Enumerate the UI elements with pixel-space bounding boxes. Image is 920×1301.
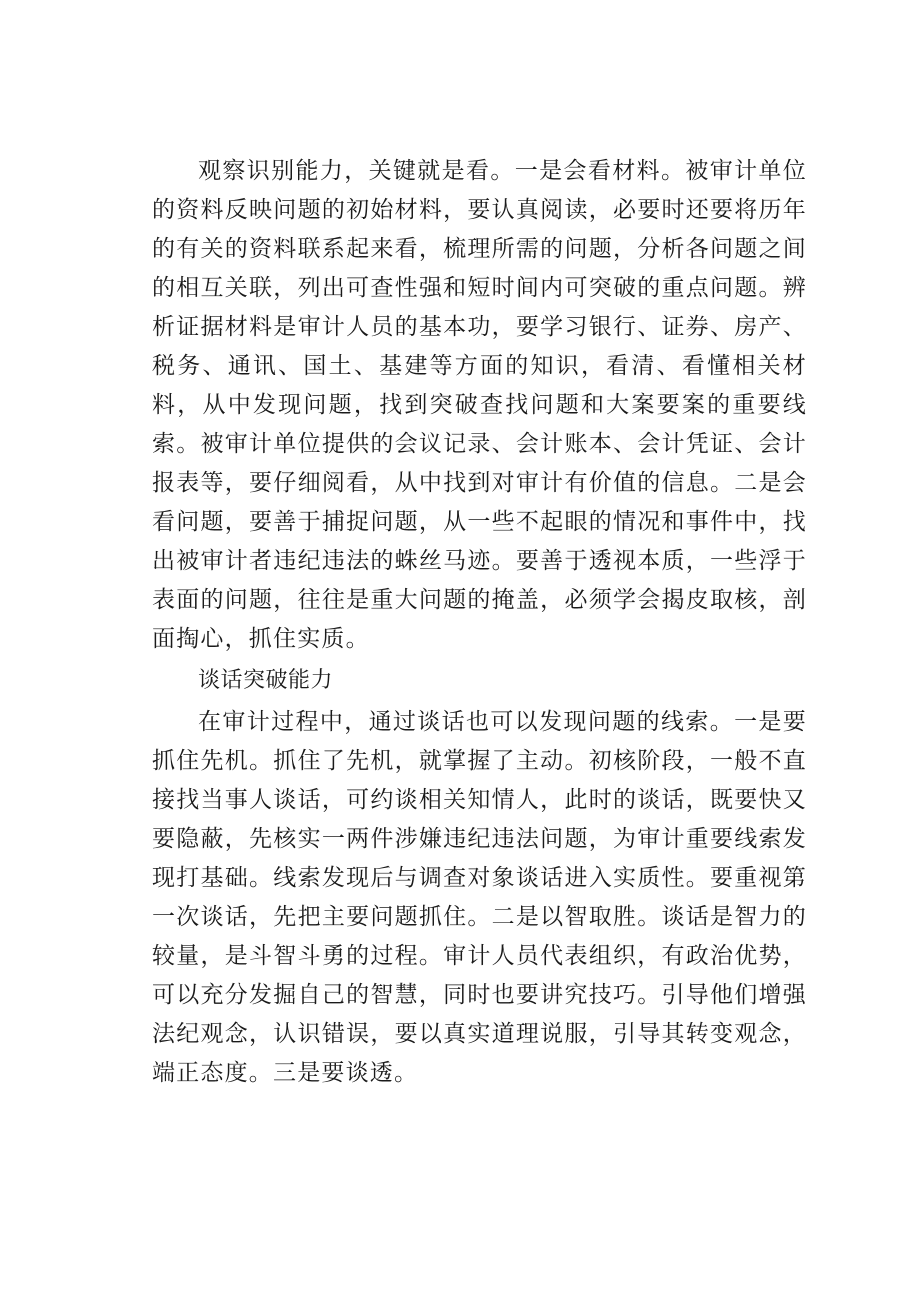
paragraph-conversation-ability: 在审计过程中，通过谈话也可以发现问题的线索。一是要抓住先机。抓住了先机，就掌握了主动。初核阶段，一般不直接找当事人谈话，可约谈相关知情人，此时的谈话，既要快又要隐蔽，先核实一两件涉嫌违纪违法问题，为审计重要线索发现打基础。线索发现后与调查对象谈话进入实质性。要重视第一次谈话，先把主要问题抓住。二是以智取胜。谈话是智力的较量，是斗智斗勇的过程。审计人员代表组织，有政治优势，可以充分发掘自己的智慧，同时也要讲究技巧。引导他们增强法纪观念，认识错误，要以真实道理说服，引导其转变观念，端正态度。三是要谈透。 — [152, 709, 807, 1086]
section-heading-conversation-ability: 谈话突破能力 — [198, 668, 334, 693]
paragraph-observation-ability: 观察识别能力，关键就是看。一是会看材料。被审计单位的资料反映问题的初始材料，要认真阅读，必要时还要将历年的有关的资料联系起来看，梳理所需的问题，分析各问题之间的相互关联，列出可查性强和短时间内可突破的重点问题。辨析证据材料是审计人员的基本功，要学习银行、证券、房产、税务、通讯、国土、基建等方面的知识，看清、看懂相关材料，从中发现问题，找到突破查找问题和大案要案的重要线索。被审计单位提供的会议记录、会计账本、会计凭证、会计报表等，要仔细阅看，从中找到对审计有价值的信息。二是会看问题，要善于捕捉问题，从一些不起眼的情况和事件中，找出被审计者违纪违法的蛛丝马迹。要善于透视本质，一些浮于表面的问题，往往是重大问题的掩盖，必须学会揭皮取核，剖面掏心，抓住实质。 — [152, 158, 807, 652]
document-body — [152, 152, 807, 1093]
